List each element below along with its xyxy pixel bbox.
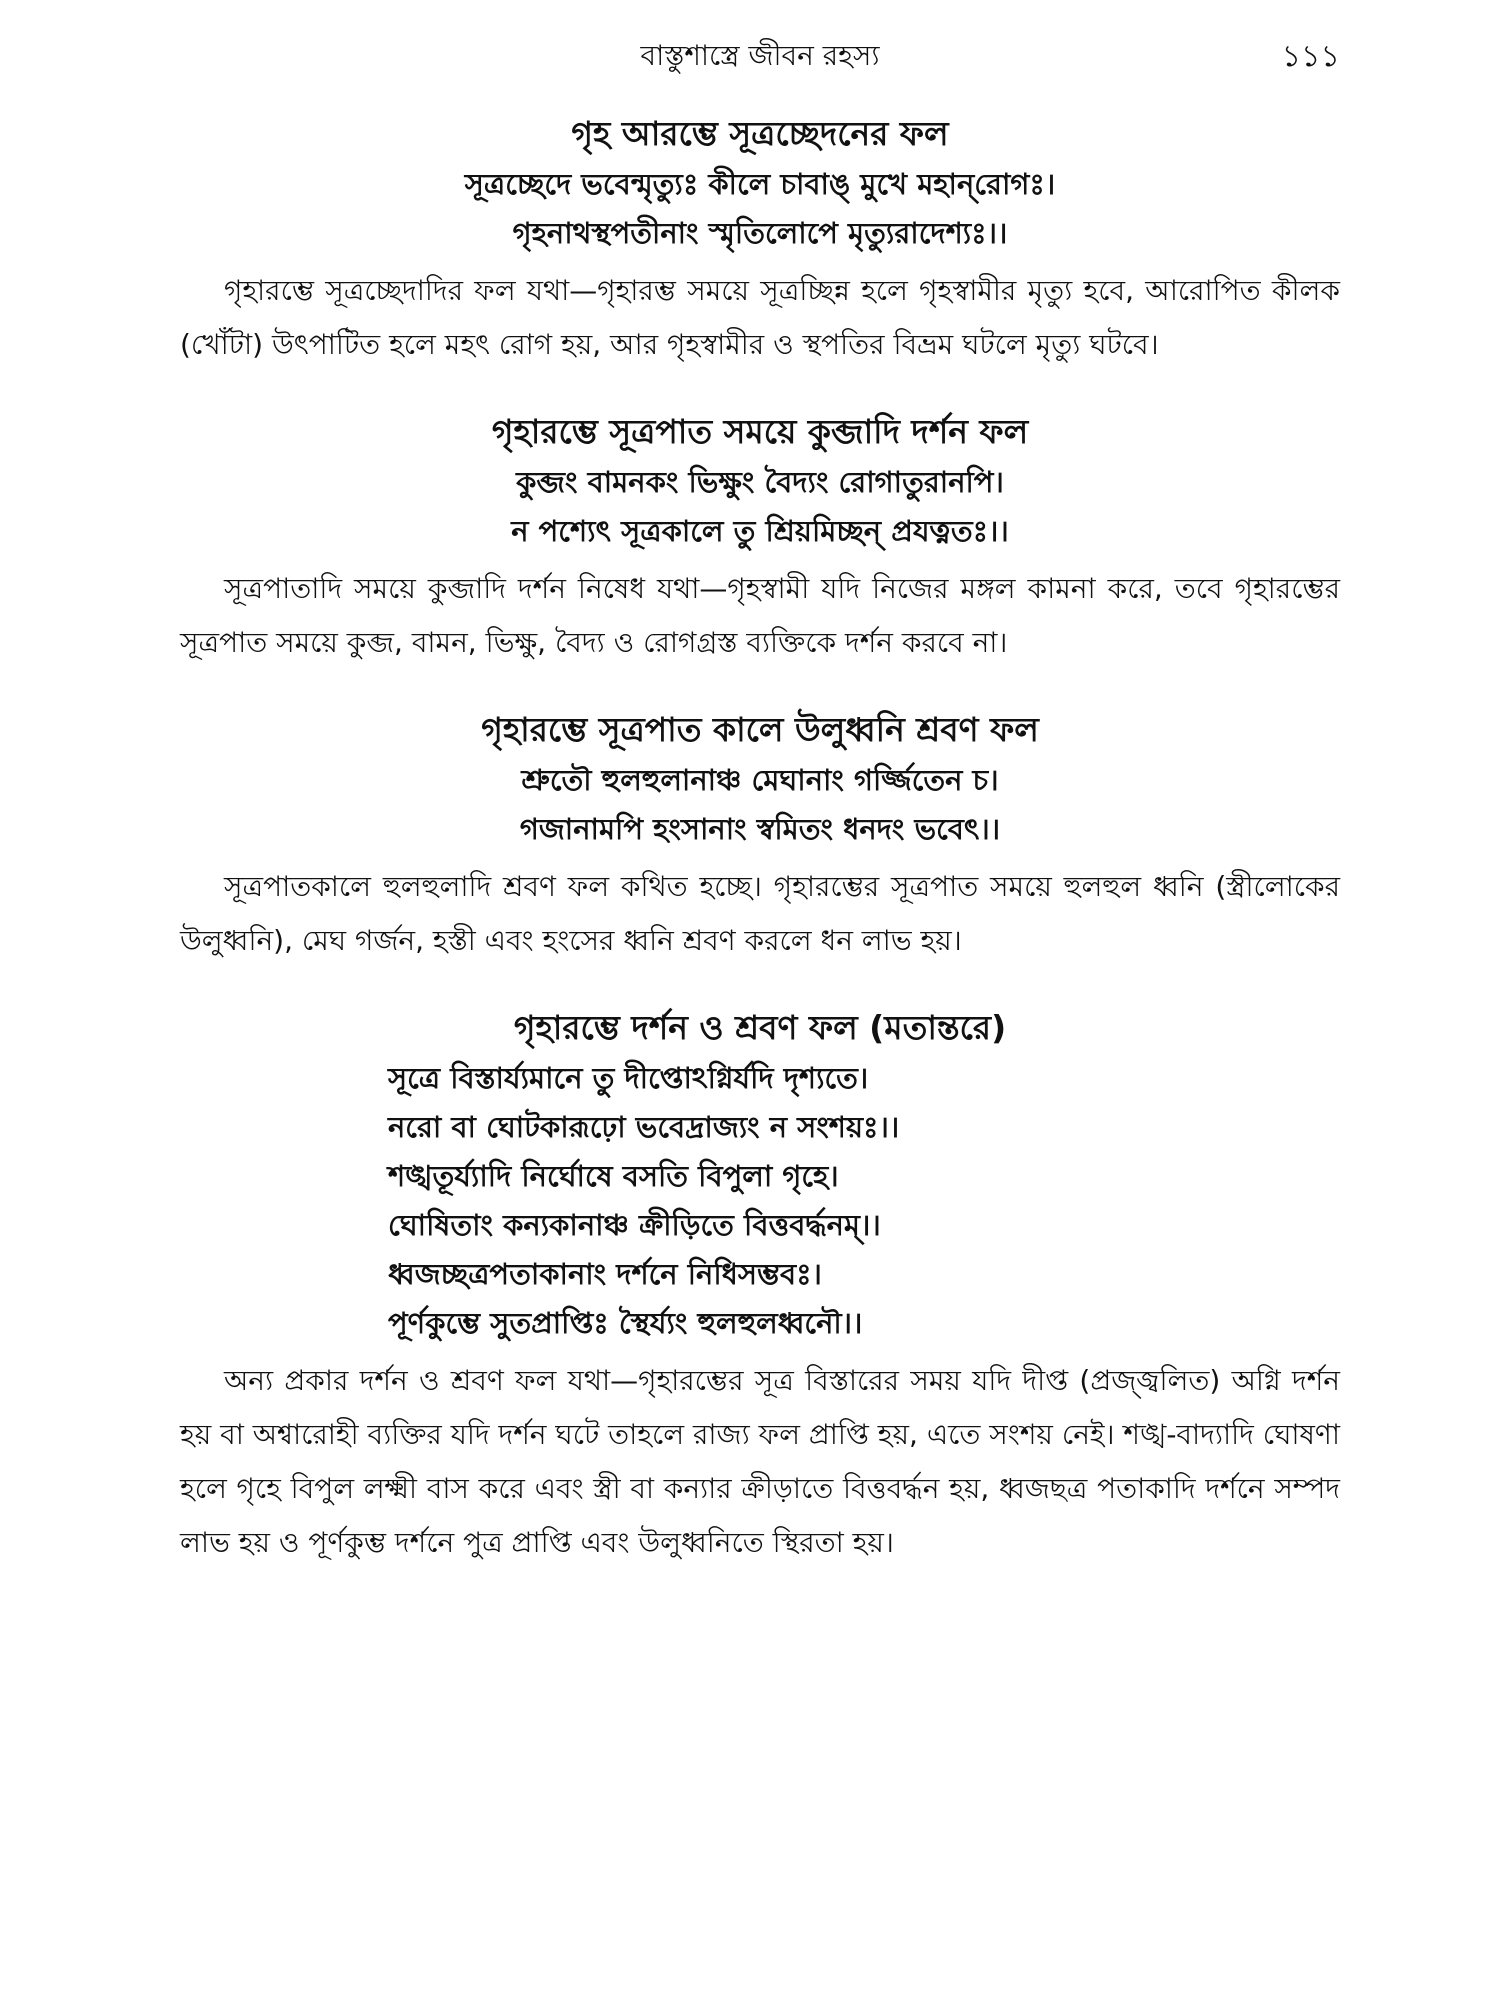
section-heading: গৃহারম্ভে দর্শন ও শ্রবণ ফল (মতান্তরে) bbox=[513, 1008, 1007, 1047]
verse-line: কুব্জং বামনকং ভিক্ষুং বৈদ্যং রোগাতুরানপি। bbox=[516, 465, 1004, 499]
verse-block bbox=[350, 1054, 1170, 1348]
section-heading: গৃহ আরম্ভে সূত্রচ্ছেদনের ফল bbox=[571, 114, 949, 153]
page-content bbox=[180, 108, 1340, 1604]
section-darshan-shravan-matantare bbox=[180, 1002, 1340, 1570]
verse-line: গৃহনাথস্থপতীনাং স্মৃতিলোপে মৃত্যুরাদেশ্যঃ।। bbox=[512, 216, 1008, 250]
verse-line: শ্রুতৌ হুলহুলানাঞ্চ মেঘানাং গর্জ্জিতেন চ। bbox=[521, 763, 999, 797]
verse-line: গজানামপি হংসানাং স্বমিতং ধনদং ভবেৎ।। bbox=[519, 812, 1001, 846]
verse-line: সূত্রচ্ছেদে ভবেন্মৃত্যুঃ কীলে চাবাঙ্ মুখে মহান্‌রোগঃ। bbox=[464, 167, 1056, 201]
running-title: বাস্তুশাস্ত্রে জীবন রহস্য bbox=[640, 39, 880, 72]
page-header bbox=[180, 28, 1340, 78]
verse-line: পূর্ণকুম্ভে সুতপ্রাপ্তিঃ স্থৈর্য্যং হুলহুলধ্বনৌ।। bbox=[388, 1306, 863, 1340]
verse-line: ধ্বজচ্ছত্রপতাকানাং দর্শনে নিধিসম্ভবঃ। bbox=[388, 1257, 822, 1291]
verse-line: শঙ্খতূর্য্যাদি নির্ঘোষে বসতি বিপুলা গৃহে। bbox=[388, 1159, 839, 1193]
verse-block bbox=[350, 160, 1170, 258]
section-heading: গৃহারম্ভে সূত্রপাত সময়ে কুব্জাদি দর্শন ফল bbox=[491, 412, 1029, 451]
verse-block bbox=[350, 756, 1170, 854]
verse-block bbox=[350, 458, 1170, 556]
section-heading: গৃহারম্ভে সূত্রপাত কালে উলুধ্বনি শ্রবণ ফল bbox=[481, 710, 1039, 749]
commentary-paragraph: সূত্রপাতাদি সময়ে কুব্জাদি দর্শন নিষেধ যথা—গৃহস্বামী যদি নিজের মঙ্গল কামনা করে, তবে গৃহারম্ভের সূত্রপাত সময়ে কুব্জ, বামন, ভিক্ষু, বৈদ্য ও রোগগ্রস্ত ব্যক্তিকে দর্শন করবে না। bbox=[180, 572, 1340, 659]
verse-line: সূত্রে বিস্তার্য্যমানে তু দীপ্তোঽগ্নির্যদি দৃশ্যতে। bbox=[388, 1061, 869, 1095]
verse-line: ন পশ্যেৎ সূত্রকালে তু শ্রিয়মিচ্ছন্ প্রযত্নতঃ।। bbox=[511, 514, 1009, 548]
commentary-paragraph: অন্য প্রকার দর্শন ও শ্রবণ ফল যথা—গৃহারম্ভের সূত্র বিস্তারের সময় যদি দীপ্ত (প্রজ্জ্বলিত) অগ্নি দর্শন হয় বা অশ্বারোহী ব্যক্তির যদি দর্শন ঘটে তাহলে রাজ্য ফল প্রাপ্তি হয়, এতে সংশয় নেই। শঙ্খ-বাদ্যাদি ঘোষণা হলে গৃহে বিপুল লক্ষ্মী বাস করে এবং স্ত্রী বা কন্যার ক্রীড়াতে বিত্তবর্দ্ধন হয়, ধ্বজছত্র পতাকাদি দর্শনে সম্পদ লাভ হয় ও পূর্ণকুম্ভ দর্শনে পুত্র প্রাপ্তি এবং উলুধ্বনিতে স্থিরতা হয়। bbox=[180, 1364, 1340, 1559]
section-uludhwani-shravan bbox=[180, 704, 1340, 968]
commentary-paragraph: সূত্রপাতকালে হুলহুলাদি শ্রবণ ফল কথিত হচ্ছে। গৃহারম্ভের সূত্রপাত সময়ে হুলহুল ধ্বনি (স্ত্রীলোকের উলুধ্বনি), মেঘ গর্জন, হস্তী এবং হংসের ধ্বনি শ্রবণ করলে ধন লাভ হয়। bbox=[180, 870, 1340, 957]
section-kubjadi-darshan bbox=[180, 406, 1340, 670]
verse-line: নরো বা ঘোটকারূঢ়ো ভবেদ্রাজ্যং ন সংশয়ঃ।। bbox=[388, 1110, 900, 1144]
section-sutra-chhedan bbox=[180, 108, 1340, 372]
verse-line: ঘোষিতাং কন্যকানাঞ্চ ক্রীড়িতে বিত্তবর্দ্ধনম্।। bbox=[388, 1208, 881, 1242]
page-number: ১১১ bbox=[1281, 39, 1340, 74]
commentary-paragraph: গৃহারম্ভে সূত্রচ্ছেদাদির ফল যথা—গৃহারম্ভ সময়ে সূত্রচ্ছিন্ন হলে গৃহস্বামীর মৃত্যু হবে, আরোপিত কীলক (খোঁটা) উৎপাটিত হলে মহৎ রোগ হয়, আর গৃহস্বামীর ও স্থপতির বিভ্রম ঘটলে মৃত্যু ঘটবে। bbox=[180, 274, 1340, 361]
